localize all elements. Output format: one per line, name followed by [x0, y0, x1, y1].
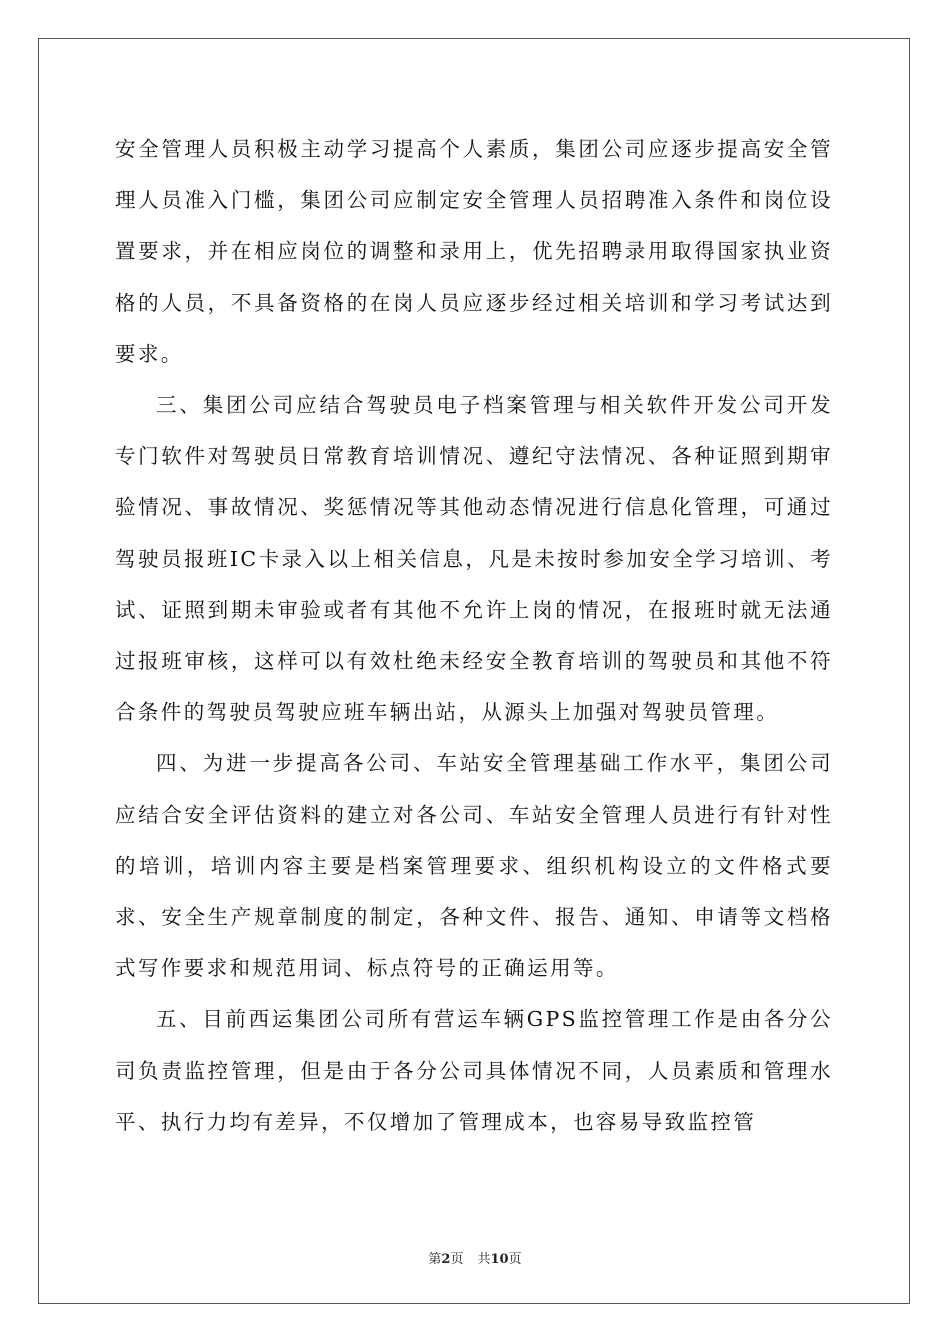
page-footer — [0, 1248, 950, 1267]
total-pages-number: 10 — [490, 1252, 509, 1267]
footer-page-suffix: 页 — [450, 1252, 464, 1267]
paragraph-1: 安全管理人员积极主动学习提高个人素质，集团公司应逐步提高安全管理人员准入门槛，集团公司应制定安全管理人员招聘准入条件和岗位设置要求，并在相应岗位的调整和录用上，优先招聘录用取得国家执业资格的人员，不具备资格的在岗人员应逐步经过相关培训和学习考试达到要求。 — [115, 137, 833, 366]
paragraph-4: 五、目前西运集团公司所有营运车辆GPS监控管理工作是由各分公司负责监控管理，但是由于各分公司具体情况不同，人员素质和管理水平、执行力均有差异，不仅增加了管理成本，也容易导致监控管 — [115, 1007, 833, 1134]
current-page-number: 2 — [441, 1252, 451, 1267]
document-body — [115, 124, 833, 1148]
footer-total-prefix: 共 — [477, 1252, 491, 1267]
paragraph-2: 三、集团公司应结合驾驶员电子档案管理与相关软件开发公司开发专门软件对驾驶员日常教育培训情况、遵纪守法情况、各种证照到期审验情况、事故情况、奖惩情况等其他动态情况进行信息化管理，可通过驾驶员报班IC卡录入以上相关信息，凡是未按时参加安全学习培训、考试、证照到期未审验或者有其他不允许上岗的情况，在报班时就无法通过报班审核，这样可以有效杜绝未经安全教育培训的驾驶员和其他不符合条件的驾驶员驾驶应班车辆出站，从源头上加强对驾驶员管理。 — [115, 393, 833, 725]
paragraph-3: 四、为进一步提高各公司、车站安全管理基础工作水平，集团公司应结合安全评估资料的建立对各公司、车站安全管理人员进行有针对性的培训，培训内容主要是档案管理要求、组织机构设立的文件格式要求、安全生产规章制度的制定，各种文件、报告、通知、申请等文档格式写作要求和规范用词、标点符号的正确运用等。 — [115, 751, 833, 981]
footer-prefix: 第 — [428, 1252, 442, 1267]
footer-total-suffix: 页 — [508, 1252, 522, 1267]
